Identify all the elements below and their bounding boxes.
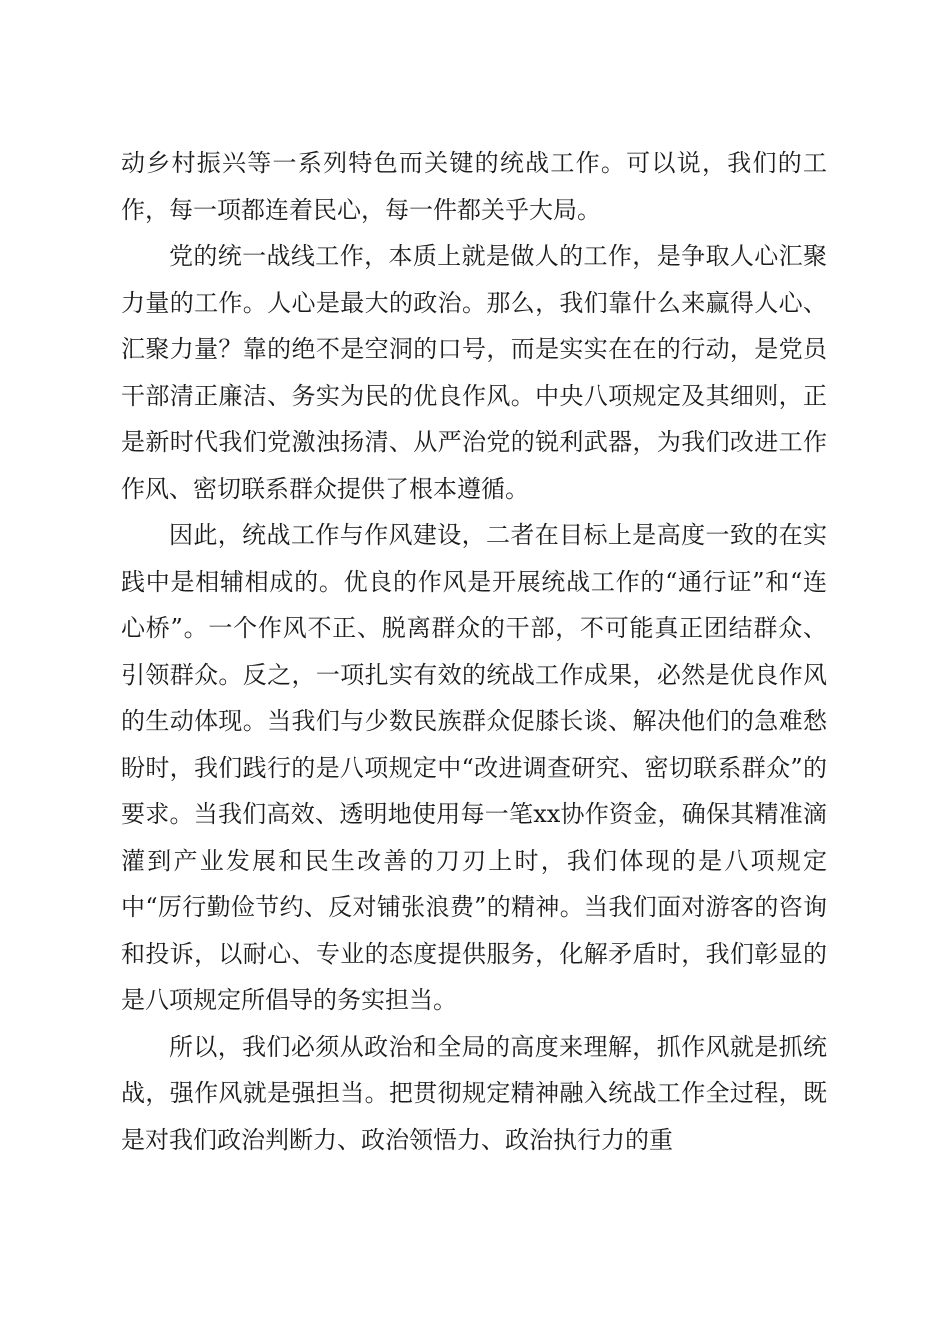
paragraph-work-style-relationship: 因此，统战工作与作风建设，二者在目标上是高度一致的在实践中是相辅相成的。优良的作风是开展统战工作的“通行证”和“连心桥”。一个作风不正、脱离群众的干部，不可能真正团结群众、引领群众。反之，一项扎实有效的统战工作成果，必然是优良作风的生动体现。当我们与少数民族群众促膝长谈、解决他们的急难愁盼时，我们践行的是八项规定中“改进调查研究、密切联系群众”的要求。当我们高效、透明地使用每一笔xx协作资金，确保其精准滴灌到产业发展和民生改善的刀刃上时，我们体现的是八项规定中“厉行勤俭节约、反对铺张浪费”的精神。当我们面对游客的咨询和投诉，以耐心、专业的态度提供服务，化解矛盾时，我们彰显的是八项规定所倡导的务实担当。 xyxy=(121,521,827,1014)
paragraph-conclusion: 所以，我们必须从政治和全局的高度来理解，抓作风就是抓统战，强作风就是强担当。把贯彻规定精神融入统战工作全过程，既是对我们政治判断力、政治领悟力、政治执行力的重 xyxy=(121,1032,827,1154)
document-body xyxy=(121,140,827,1163)
paragraph-continuation: 动乡村振兴等一系列特色而关键的统战工作。可以说，我们的工作，每一项都连着民心，每一件都关乎大局。 xyxy=(121,149,827,224)
paragraph-united-front-essence: 党的统一战线工作，本质上就是做人的工作，是争取人心汇聚力量的工作。人心是最大的政治。那么，我们靠什么来赢得人心、汇聚力量？靠的绝不是空洞的口号，而是实实在在的行动，是党员干部清正廉洁、务实为民的优良作风。中央八项规定及其细则，正是新时代我们党激浊扬清、从严治党的锐利武器，为我们改进工作作风、密切联系群众提供了根本遵循。 xyxy=(121,242,827,503)
